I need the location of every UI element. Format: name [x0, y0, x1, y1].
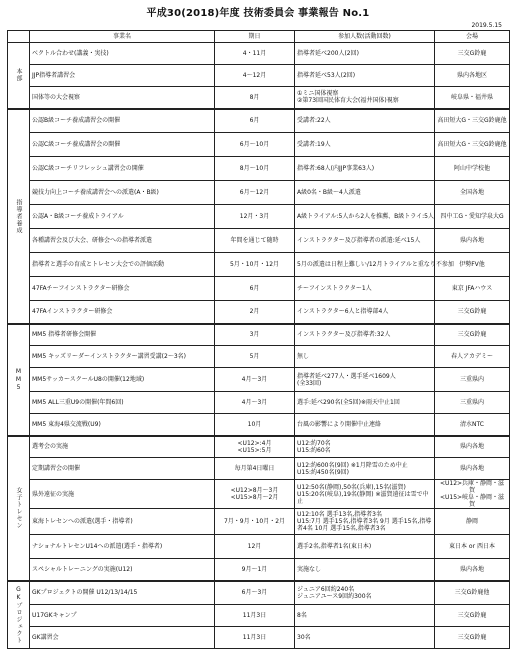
- event-cell: ナショナルトレセンU14への派遣(選手・指導者): [30, 535, 215, 559]
- participants-cell: 8名: [295, 605, 435, 627]
- participants-cell: ①ミニ国体視察 ②第73回国民体育大会(福井国体)視察: [295, 87, 435, 109]
- report-title: 平成30(2018)年度 技術委員会 事業報告 No.1: [146, 8, 370, 19]
- event-cell: GKプロジェクトの開催 U12/13/14/15: [30, 581, 215, 605]
- event-cell: MM5サッカースクールU8の開催(12地域): [30, 368, 215, 392]
- event-cell: 東海トレセンへの派遣(選手・指導者): [30, 509, 215, 535]
- event-cell: 県外遠征の実施: [30, 480, 215, 509]
- venue-cell: 高田短大G・三交G鈴鹿他: [435, 109, 510, 133]
- table-row: [8, 229, 510, 253]
- period-cell: 12月・3月: [215, 205, 295, 229]
- header-category: [8, 31, 30, 43]
- table-row: [8, 181, 510, 205]
- venue-cell: <U12>兵庫・静岡・滋賀 <U15>岐阜・静岡・滋賀: [435, 480, 510, 509]
- period-cell: 6月〜10月: [215, 133, 295, 157]
- participants-cell: U12:約70名 U15:約60名: [295, 436, 435, 458]
- period-cell: 6月〜12月: [215, 181, 295, 205]
- participants-cell: 指導者延べ53人(2回): [295, 65, 435, 87]
- table-row: [8, 157, 510, 181]
- period-cell: 8月〜10月: [215, 157, 295, 181]
- period-cell: 4・11月: [215, 43, 295, 65]
- table-row: [8, 109, 510, 133]
- section-category: GKプロジェクト: [8, 581, 30, 649]
- table-row: [8, 65, 510, 87]
- participants-cell: 30名: [295, 627, 435, 649]
- event-cell: U17GKキャンプ: [30, 605, 215, 627]
- venue-cell: 四中工G・愛知学泉大G: [435, 205, 510, 229]
- venue-cell: 東日本 or 西日本: [435, 535, 510, 559]
- participants-cell: 台風の影響により開催中止連絡: [295, 414, 435, 436]
- report-table: [7, 30, 510, 649]
- event-cell: MM5 ALL三重U9の開催(年間6回): [30, 392, 215, 414]
- report-date: 2019.5.15: [471, 22, 502, 29]
- period-cell: 5月: [215, 346, 295, 368]
- participants-cell: インストラクター及び指導者:32人: [295, 324, 435, 346]
- event-cell: JJP指導者講習会: [30, 65, 215, 87]
- table-row: [8, 368, 510, 392]
- venue-cell: 三交G鈴鹿: [435, 627, 510, 649]
- event-cell: 47FAチーフインストラクター研修会: [30, 277, 215, 301]
- participants-cell: 無し: [295, 346, 435, 368]
- period-cell: 12月: [215, 535, 295, 559]
- table-row: [8, 205, 510, 229]
- period-cell: 2月: [215, 301, 295, 324]
- period-cell: 4月〜3月: [215, 392, 295, 414]
- participants-cell: ジュニア6回約240名 ジュニアユース9回約300名: [295, 581, 435, 605]
- event-cell: 各種講習会及び大会、研修会への指導者派遣: [30, 229, 215, 253]
- section-category: 本部: [8, 43, 30, 109]
- event-cell: 公認C級コーチ養成講習会の開催: [30, 133, 215, 157]
- venue-cell: 三重県内: [435, 368, 510, 392]
- period-cell: 4〜12月: [215, 65, 295, 87]
- event-cell: 指導者と選手の育成とトレセン大会での評価活動: [30, 253, 215, 277]
- participants-cell: U12:約600名(9回) ※1月降雪のため中止 U15:約450名(9回): [295, 458, 435, 480]
- table-header-row: [8, 31, 510, 43]
- table-row: [8, 301, 510, 324]
- table-row: [8, 458, 510, 480]
- venue-cell: 岐阜県・福井県: [435, 87, 510, 109]
- event-cell: 選考会の実施: [30, 436, 215, 458]
- participants-cell: U12:50名(静岡),50名(兵庫),15名(滋賀) U15:20名(岐阜),19名(静岡) ※滋賀遠征は雪で中止: [295, 480, 435, 509]
- header-participants: 参加人数(活動回数): [295, 31, 435, 43]
- table-row: [8, 346, 510, 368]
- header-event: 事業名: [30, 31, 215, 43]
- participants-cell: 指導者:68人(内JJP事業63人): [295, 157, 435, 181]
- event-cell: 定期講習会の開催: [30, 458, 215, 480]
- event-cell: 47FAインストラクター研修会: [30, 301, 215, 324]
- section-category: 女子トレセン: [8, 436, 30, 581]
- period-cell: 3月: [215, 324, 295, 346]
- venue-cell: 県内各地: [435, 229, 510, 253]
- participants-cell: 指導者延べ277人・選手延べ1609人 (全33回): [295, 368, 435, 392]
- participants-cell: インストラクター及び指導者の派遣:延べ15人: [295, 229, 435, 253]
- event-cell: 公認B級コーチ養成講習会の開催: [30, 109, 215, 133]
- venue-cell: 県内各地: [435, 559, 510, 581]
- event-cell: ベクトル合わせ(講義・実技): [30, 43, 215, 65]
- table-row: [8, 414, 510, 436]
- venue-cell: 三交G鈴鹿: [435, 324, 510, 346]
- table-row: [8, 87, 510, 109]
- event-cell: MM5 指導者研修会開催: [30, 324, 215, 346]
- venue-cell: 県内各地: [435, 458, 510, 480]
- participants-cell: 選手:延べ290名(全5回)※雨天中止1回: [295, 392, 435, 414]
- venue-cell: 春人アカデミー: [435, 346, 510, 368]
- venue-cell: 高田短大G・三交G鈴鹿他: [435, 133, 510, 157]
- event-cell: スペシャルトレーニングの実施(U12): [30, 559, 215, 581]
- event-cell: 公認A・B級コーチ養成トライアル: [30, 205, 215, 229]
- participants-cell: 受講者:19人: [295, 133, 435, 157]
- venue-cell: 伊勢FV他: [435, 253, 510, 277]
- venue-cell: 県内各地区: [435, 65, 510, 87]
- period-cell: 年間を通じて随時: [215, 229, 295, 253]
- table-row: [8, 392, 510, 414]
- table-row: [8, 559, 510, 581]
- participants-cell: 指導者延べ200人(2回): [295, 43, 435, 65]
- table-row: [8, 535, 510, 559]
- period-cell: 10月: [215, 414, 295, 436]
- table-row: [8, 43, 510, 65]
- table-row: [8, 277, 510, 301]
- period-cell: 6月: [215, 277, 295, 301]
- venue-cell: 東京 JFAハウス: [435, 277, 510, 301]
- section-category: MM5: [8, 324, 30, 436]
- event-cell: 競技力向上コーチ養成講習会への派遣(A・B級): [30, 181, 215, 205]
- participants-cell: 実施なし: [295, 559, 435, 581]
- header-period: 期日: [215, 31, 295, 43]
- participants-cell: チーフインストラクター1人: [295, 277, 435, 301]
- table-row: [8, 581, 510, 605]
- participants-cell: インストラクター6人と指導部4人: [295, 301, 435, 324]
- period-cell: 11月3日: [215, 627, 295, 649]
- table-row: [8, 509, 510, 535]
- period-cell: 毎月第4日曜日: [215, 458, 295, 480]
- venue-cell: 三交G鈴鹿: [435, 605, 510, 627]
- venue-cell: 清水NTC: [435, 414, 510, 436]
- period-cell: <U12>:4月 <U15>:5月: [215, 436, 295, 458]
- venue-cell: 三重県内: [435, 392, 510, 414]
- period-cell: 4月〜3月: [215, 368, 295, 392]
- table-row: [8, 436, 510, 458]
- event-cell: MM5 東海4県交流戦(U9): [30, 414, 215, 436]
- period-cell: 8月: [215, 87, 295, 109]
- period-cell: 6月〜3月: [215, 581, 295, 605]
- participants-cell: 受講者:22人: [295, 109, 435, 133]
- period-cell: 5月・10月・12月: [215, 253, 295, 277]
- event-cell: 国体等の大会視察: [30, 87, 215, 109]
- table-row: [8, 480, 510, 509]
- event-cell: GK講習会: [30, 627, 215, 649]
- venue-cell: 全国各地: [435, 181, 510, 205]
- venue-cell: 県内各地: [435, 436, 510, 458]
- venue-cell: 三交G鈴鹿他: [435, 581, 510, 605]
- period-cell: <U12>8月〜3月 <U15>8月〜2月: [215, 480, 295, 509]
- table-row: [8, 133, 510, 157]
- event-cell: 公認C級コーチリフレッシュ講習会の開催: [30, 157, 215, 181]
- venue-cell: 阿山中学校他: [435, 157, 510, 181]
- period-cell: 7月・9月・10月・2月: [215, 509, 295, 535]
- participants-cell: A級0名・B級〜4人派遣: [295, 181, 435, 205]
- venue-cell: 三交G鈴鹿: [435, 43, 510, 65]
- table-row: [8, 324, 510, 346]
- table-row: [8, 253, 510, 277]
- report-body: [8, 43, 510, 649]
- header-venue: 会場: [435, 31, 510, 43]
- section-category: 指導者養成: [8, 109, 30, 324]
- participants-cell: 選手2名,指導者1名(東日本): [295, 535, 435, 559]
- venue-cell: 三交G鈴鹿: [435, 301, 510, 324]
- period-cell: 11月3日: [215, 605, 295, 627]
- table-row: [8, 627, 510, 649]
- participants-cell: 5月の派遣は日程上難しい/12月トライアルと重なり不参加: [295, 253, 435, 277]
- participants-cell: A級トライアル:5人から2人を推薦、B級トライ:5人: [295, 205, 435, 229]
- table-row: [8, 605, 510, 627]
- event-cell: MM5 キッズリーダーインストラクター講習受講(2〜3名): [30, 346, 215, 368]
- participants-cell: U12:10名 選手13名,指導者3名 U15:7月 選手15名,指導者3名 9月 選手15名,指導者4名 10月 選手15名,指導者3名: [295, 509, 435, 535]
- venue-cell: 静岡: [435, 509, 510, 535]
- period-cell: 6月: [215, 109, 295, 133]
- period-cell: 9月〜1月: [215, 559, 295, 581]
